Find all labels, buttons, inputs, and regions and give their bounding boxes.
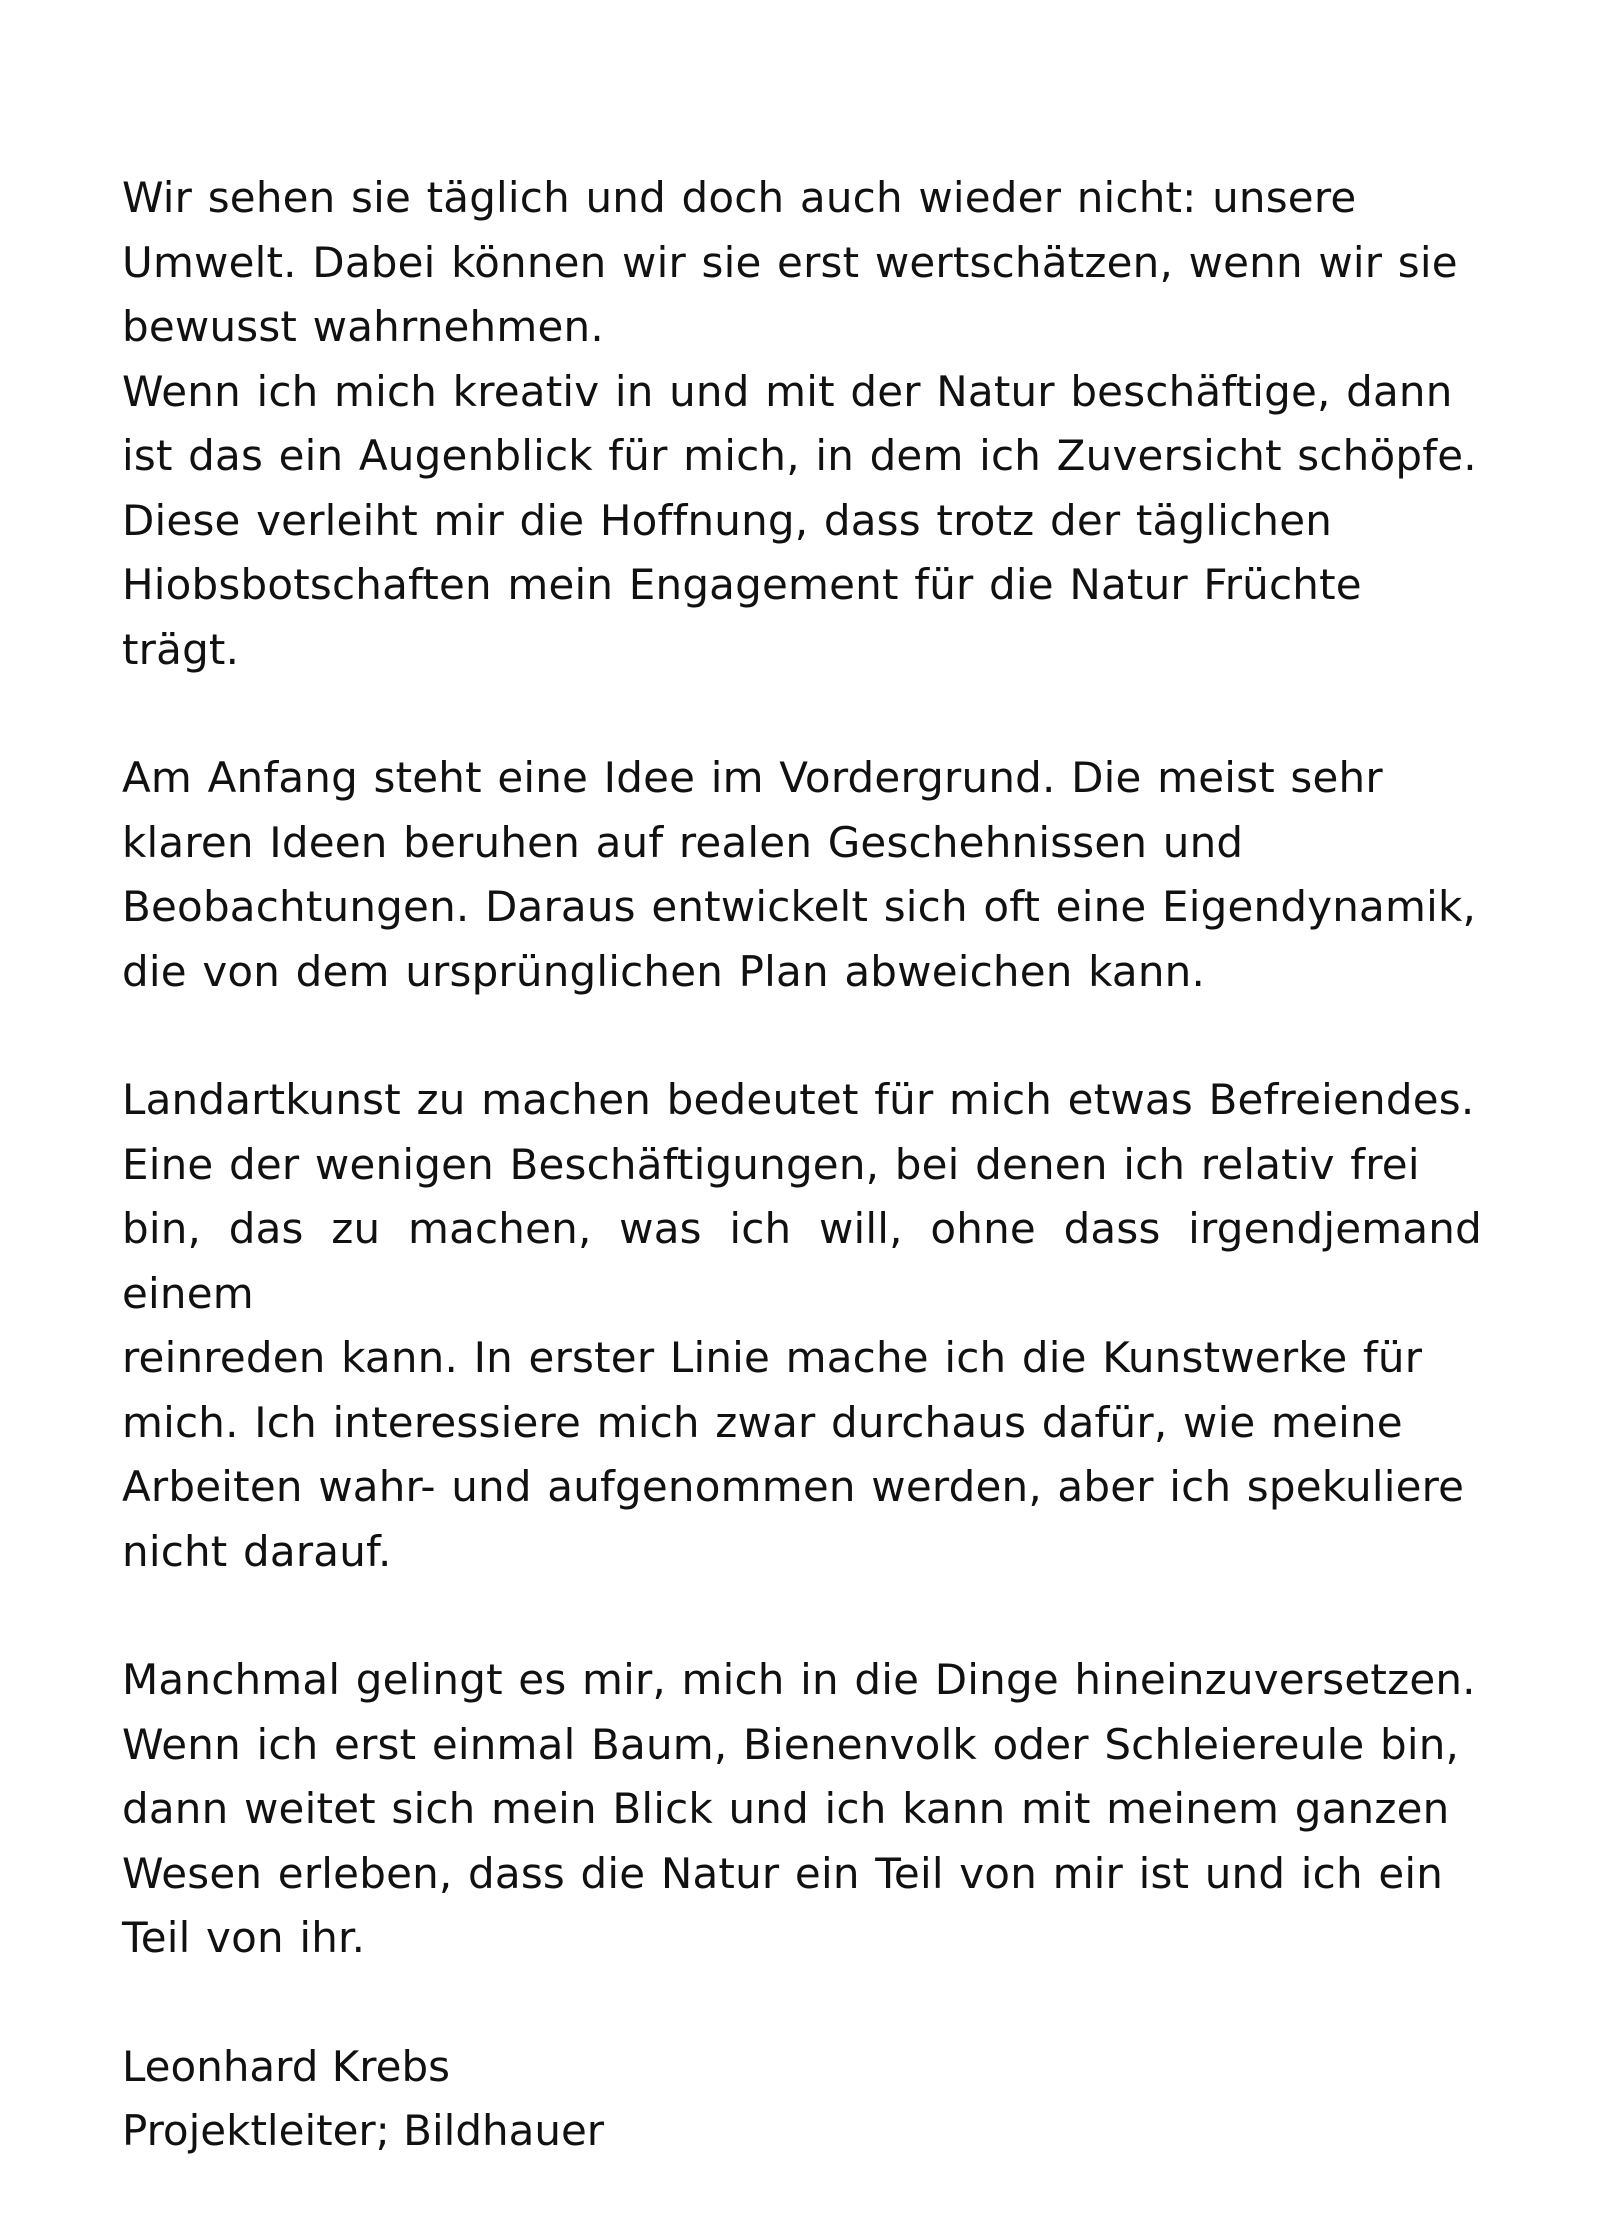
text-line: Beobachtungen. Daraus entwickelt sich oft eine Eigendynamik, — [122, 882, 1477, 931]
text-line: Am Anfang steht eine Idee im Vordergrund. Die meist sehr — [122, 753, 1383, 802]
text-line: Wir sehen sie täglich und doch auch wieder nicht: unsere — [122, 173, 1357, 222]
text-line: ist das ein Augenblick für mich, in dem ich Zuversicht schöpfe. — [122, 431, 1477, 480]
text-line: Wenn ich erst einmal Baum, Bienenvolk oder Schleiereule bin, — [122, 1719, 1460, 1769]
paragraph-4 — [122, 1648, 1482, 1971]
text-line: dann weitet sich mein Blick und ich kann mit meinem ganzen — [122, 1784, 1450, 1833]
text-line: Landartkunst zu machen bedeutet für mich etwas Befreiendes. — [122, 1075, 1475, 1124]
text-line: Wesen erleben, dass die Natur ein Teil von mir ist und ich ein — [122, 1848, 1444, 1898]
paragraph-3 — [122, 1068, 1482, 1584]
signature-name: Leonhard Krebs — [122, 2041, 450, 2091]
text-line: trägt. — [122, 624, 240, 674]
text-line: Hiobsbotschaften mein Engagement für die Natur Früchte — [122, 560, 1362, 609]
text-line: bin, das zu machen, was ich will, ohne dass irgendjemand einem — [122, 1204, 1482, 1318]
text-line: Arbeiten wahr- und aufgenommen werden, aber ich spekuliere — [122, 1462, 1465, 1511]
text-line: Eine der wenigen Beschäftigungen, bei denen ich relativ frei — [122, 1139, 1420, 1189]
text-line: nicht darauf. — [122, 1526, 392, 1576]
document-page — [122, 166, 1482, 2164]
text-line: klaren Ideen beruhen auf realen Geschehnissen und — [122, 817, 1244, 867]
text-line: Teil von ihr. — [122, 1913, 366, 1962]
text-line: mich. Ich interessiere mich zwar durchaus dafür, wie meine — [122, 1397, 1403, 1447]
paragraph-2 — [122, 746, 1482, 1004]
paragraph-1 — [122, 166, 1482, 682]
text-line: die von dem ursprünglichen Plan abweichen kann. — [122, 946, 1206, 996]
text-line: Umwelt. Dabei können wir sie erst wertschätzen, wenn wir sie — [122, 237, 1458, 287]
signature-block — [122, 2035, 1482, 2164]
text-line: bewusst wahrnehmen. — [122, 302, 604, 351]
text-line: Wenn ich mich kreativ in und mit der Natur beschäftige, dann — [122, 366, 1453, 416]
text-line: Diese verleiht mir die Hoffnung, dass trotz der täglichen — [122, 495, 1333, 545]
text-line: reinreden kann. In erster Linie mache ich die Kunstwerke für — [122, 1333, 1423, 1382]
signature-role: Projektleiter; Bildhauer — [122, 2106, 605, 2155]
text-line: Manchmal gelingt es mir, mich in die Dinge hineinzuversetzen. — [122, 1655, 1476, 1704]
